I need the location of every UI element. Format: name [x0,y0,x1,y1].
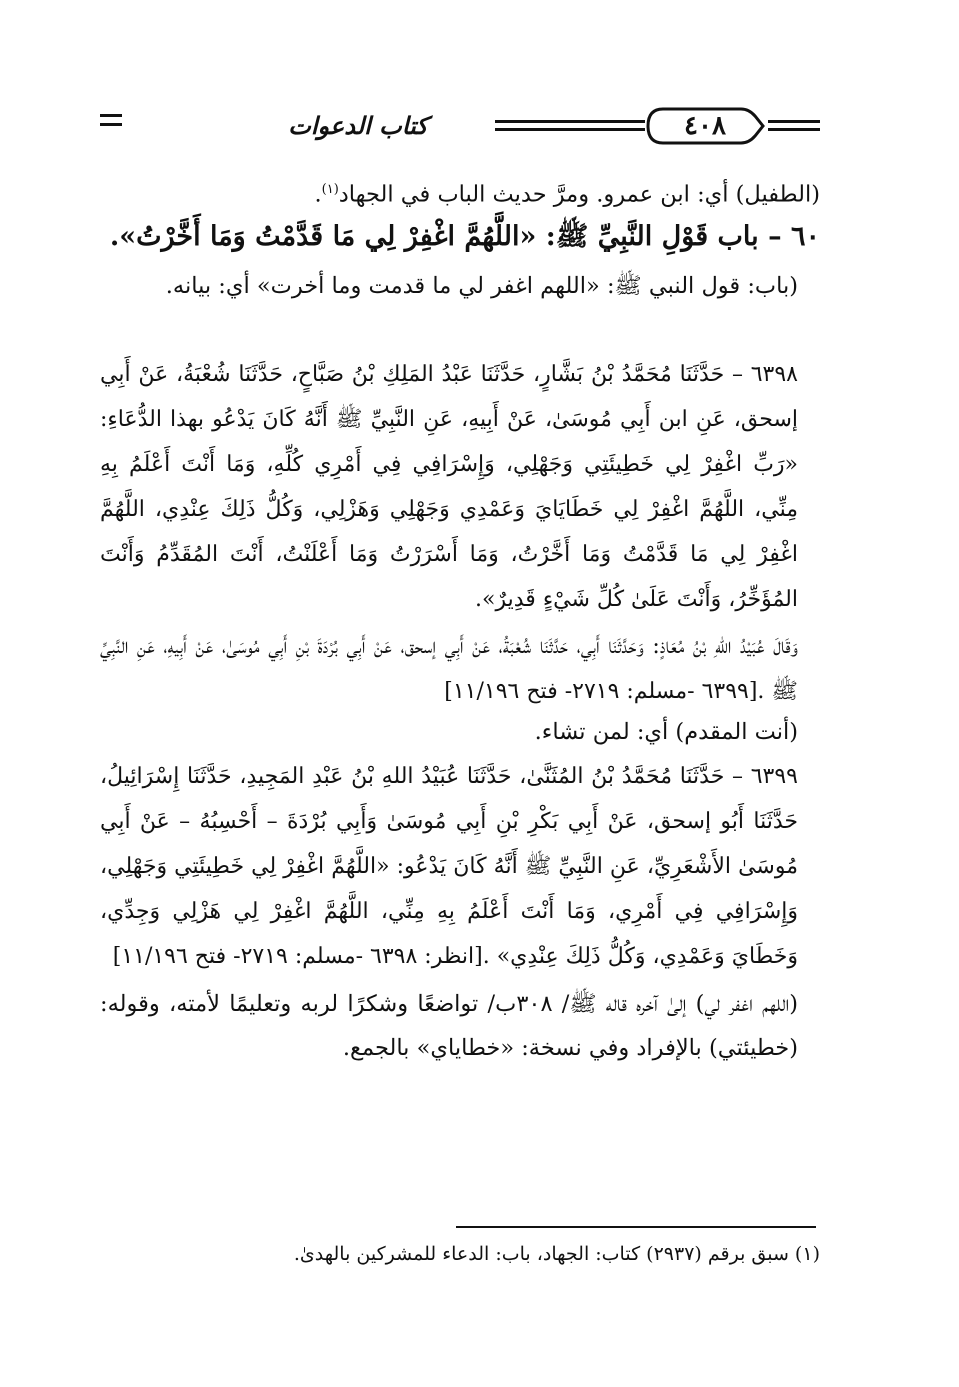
hadith-paragraph: ٦٣٩٨ – حَدَّثَنَا مُحَمَّدُ بْنُ بَشَّارٍ، حَدَّثَنَا عَبْدُ المَلِكِ بْنُ صَبَّاحٍ، حَدَّثَنَا شُعْبَةُ، عَنْ أَبِي إسحق، عَنِ ابن أَبِي مُوسَىٰ، عَنْ أَبِيهِ، عَنِ النَّبِيِّ ﷺ أَنَّهُ كَانَ يَدْعُو بهذا الدُّعَاءِ: «رَبِّ اغْفِرْ لِي خَطِيئَتِي وَجَهْلِي، وَإِسْرَافِي فِي أَمْرِي كُلِّهِ، وَمَا أَنْتَ أَعْلَمُ بِهِ مِنِّي، اللَّهُمَّ اغْفِرْ لِي خَطَايَايَ وَعَمْدِي وَجَهْلِي وَهَزْلِي، وَكُلُّ ذَلِكَ عِنْدِي، اللَّهُمَّ اغْفِرْ لِي مَا قَدَّمْتُ وَمَا أَخَّرْتُ، وَمَا أَسْرَرْتُ وَمَا أَعْلَنْتُ، أَنْتَ المُقَدِّمُ وَأَنْتَ المُؤَخِّرُ، وَأَنْتَ عَلَىٰ كُلِّ شَيْءٍ قَدِيرٌ». [100,362,798,612]
header-rule [495,120,645,123]
page-header [100,100,820,152]
header-ornament [100,114,122,136]
commentary-text: (الطفيل) أي: ابن عمرو. ومرَّ حديث الباب في الجهاد [338,181,820,208]
commentary-paragraph: (اللهم اغفر لي) إلىٰ آخره قاله ﷺ/ ٣٠٨ب/ تواضعًا وشكرًا لربه وتعليمًا لأمته، وقوله: (خطيئتي) بالإفراد وفي نسخة: «خطاياي» بالجمع. [100,991,798,1061]
header-rule [495,128,645,131]
commentary-paragraph: (أنت المقدم) أي: لمن تشاء. [534,719,798,745]
footnote-marker: (١) [321,182,339,197]
commentary-paragraph: (الطفيل) أي: ابن عمرو. ومرَّ حديث الباب في الجهاد$^{(١)}$. [314,181,820,208]
hadith-paragraph: وَقَالَ عُبَيْدُ اللهِ بْنُ مُعَاذٍ: وَحَدَّثَنَا أَبِي، حَدَّثَنَا شُعْبَةُ، عَنْ أَبِي إسحق، عَنْ أَبِي بُرْدَةَ بْنِ أَبِي مُوسَىٰ، عَنْ أَبِيهِ، عَنِ النَّبِيِّ ﷺ .[٦٣٩٩ -مسلم: ٢٧١٩- فتح ١١/١٩٦] [100,634,798,704]
chapter-heading: ٦٠ – باب قَوْلِ النَّبِيِّ ﷺ: «اللَّهُمَّ اغْفِرْ لِي مَا قَدَّمْتُ وَمَا أَخَّرْتُ». [109,221,820,252]
footnote: (١) سبق برقم (٢٩٣٧) كتاب: الجهاد، باب: الدعاء للمشركين بالهدىٰ. [293,1243,820,1265]
header-rule [768,128,820,131]
page-number: ٤٠٨ [684,111,726,141]
book-title: كتاب الدعوات [288,111,428,140]
page-body [100,168,820,1114]
commentary-paragraph: (باب: قول النبي ﷺ: «اللهم اغفر لي ما قدمت وما أخرت» أي: بيانه. [165,273,798,299]
header-rule [768,120,820,123]
page-number-frame [645,106,765,146]
footnote-separator [456,1226,816,1228]
hadith-paragraph: ٦٣٩٩ – حَدَّثَنَا مُحَمَّدُ بْنُ المُثَنَّىٰ، حَدَّثَنَا عُبَيْدُ اللهِ بْنُ عَبْدِ المَجِيدِ، حَدَّثَنَا إِسْرَائِيلُ، حَدَّثَنَا أَبُو إسحق، عَنْ أَبِي بَكْرِ بْنِ أَبِي مُوسَىٰ وَأَبِي بُرْدَةَ – أَحْسِبُهُ – عَنْ أَبِي مُوسَىٰ الأَشْعَرِيِّ، عَنِ النَّبِيِّ ﷺ أَنَّهُ كَانَ يَدْعُو: «اللَّهُمَّ اغْفِرْ لِي خَطِيئَتِي وَجَهْلِي، وَإِسْرَافِي فِي أَمْرِي، وَمَا أَنْتَ أَعْلَمُ بِهِ مِنِّي، اللَّهُمَّ اغْفِرْ لِي هَزْلِي وَجِدِّي، وَخَطَايَ وَعَمْدِي، وَكُلُّ ذَلِكَ عِنْدِي» .[انظر: ٦٣٩٨ -مسلم: ٢٧١٩- فتح ١١/١٩٦] [100,764,798,969]
